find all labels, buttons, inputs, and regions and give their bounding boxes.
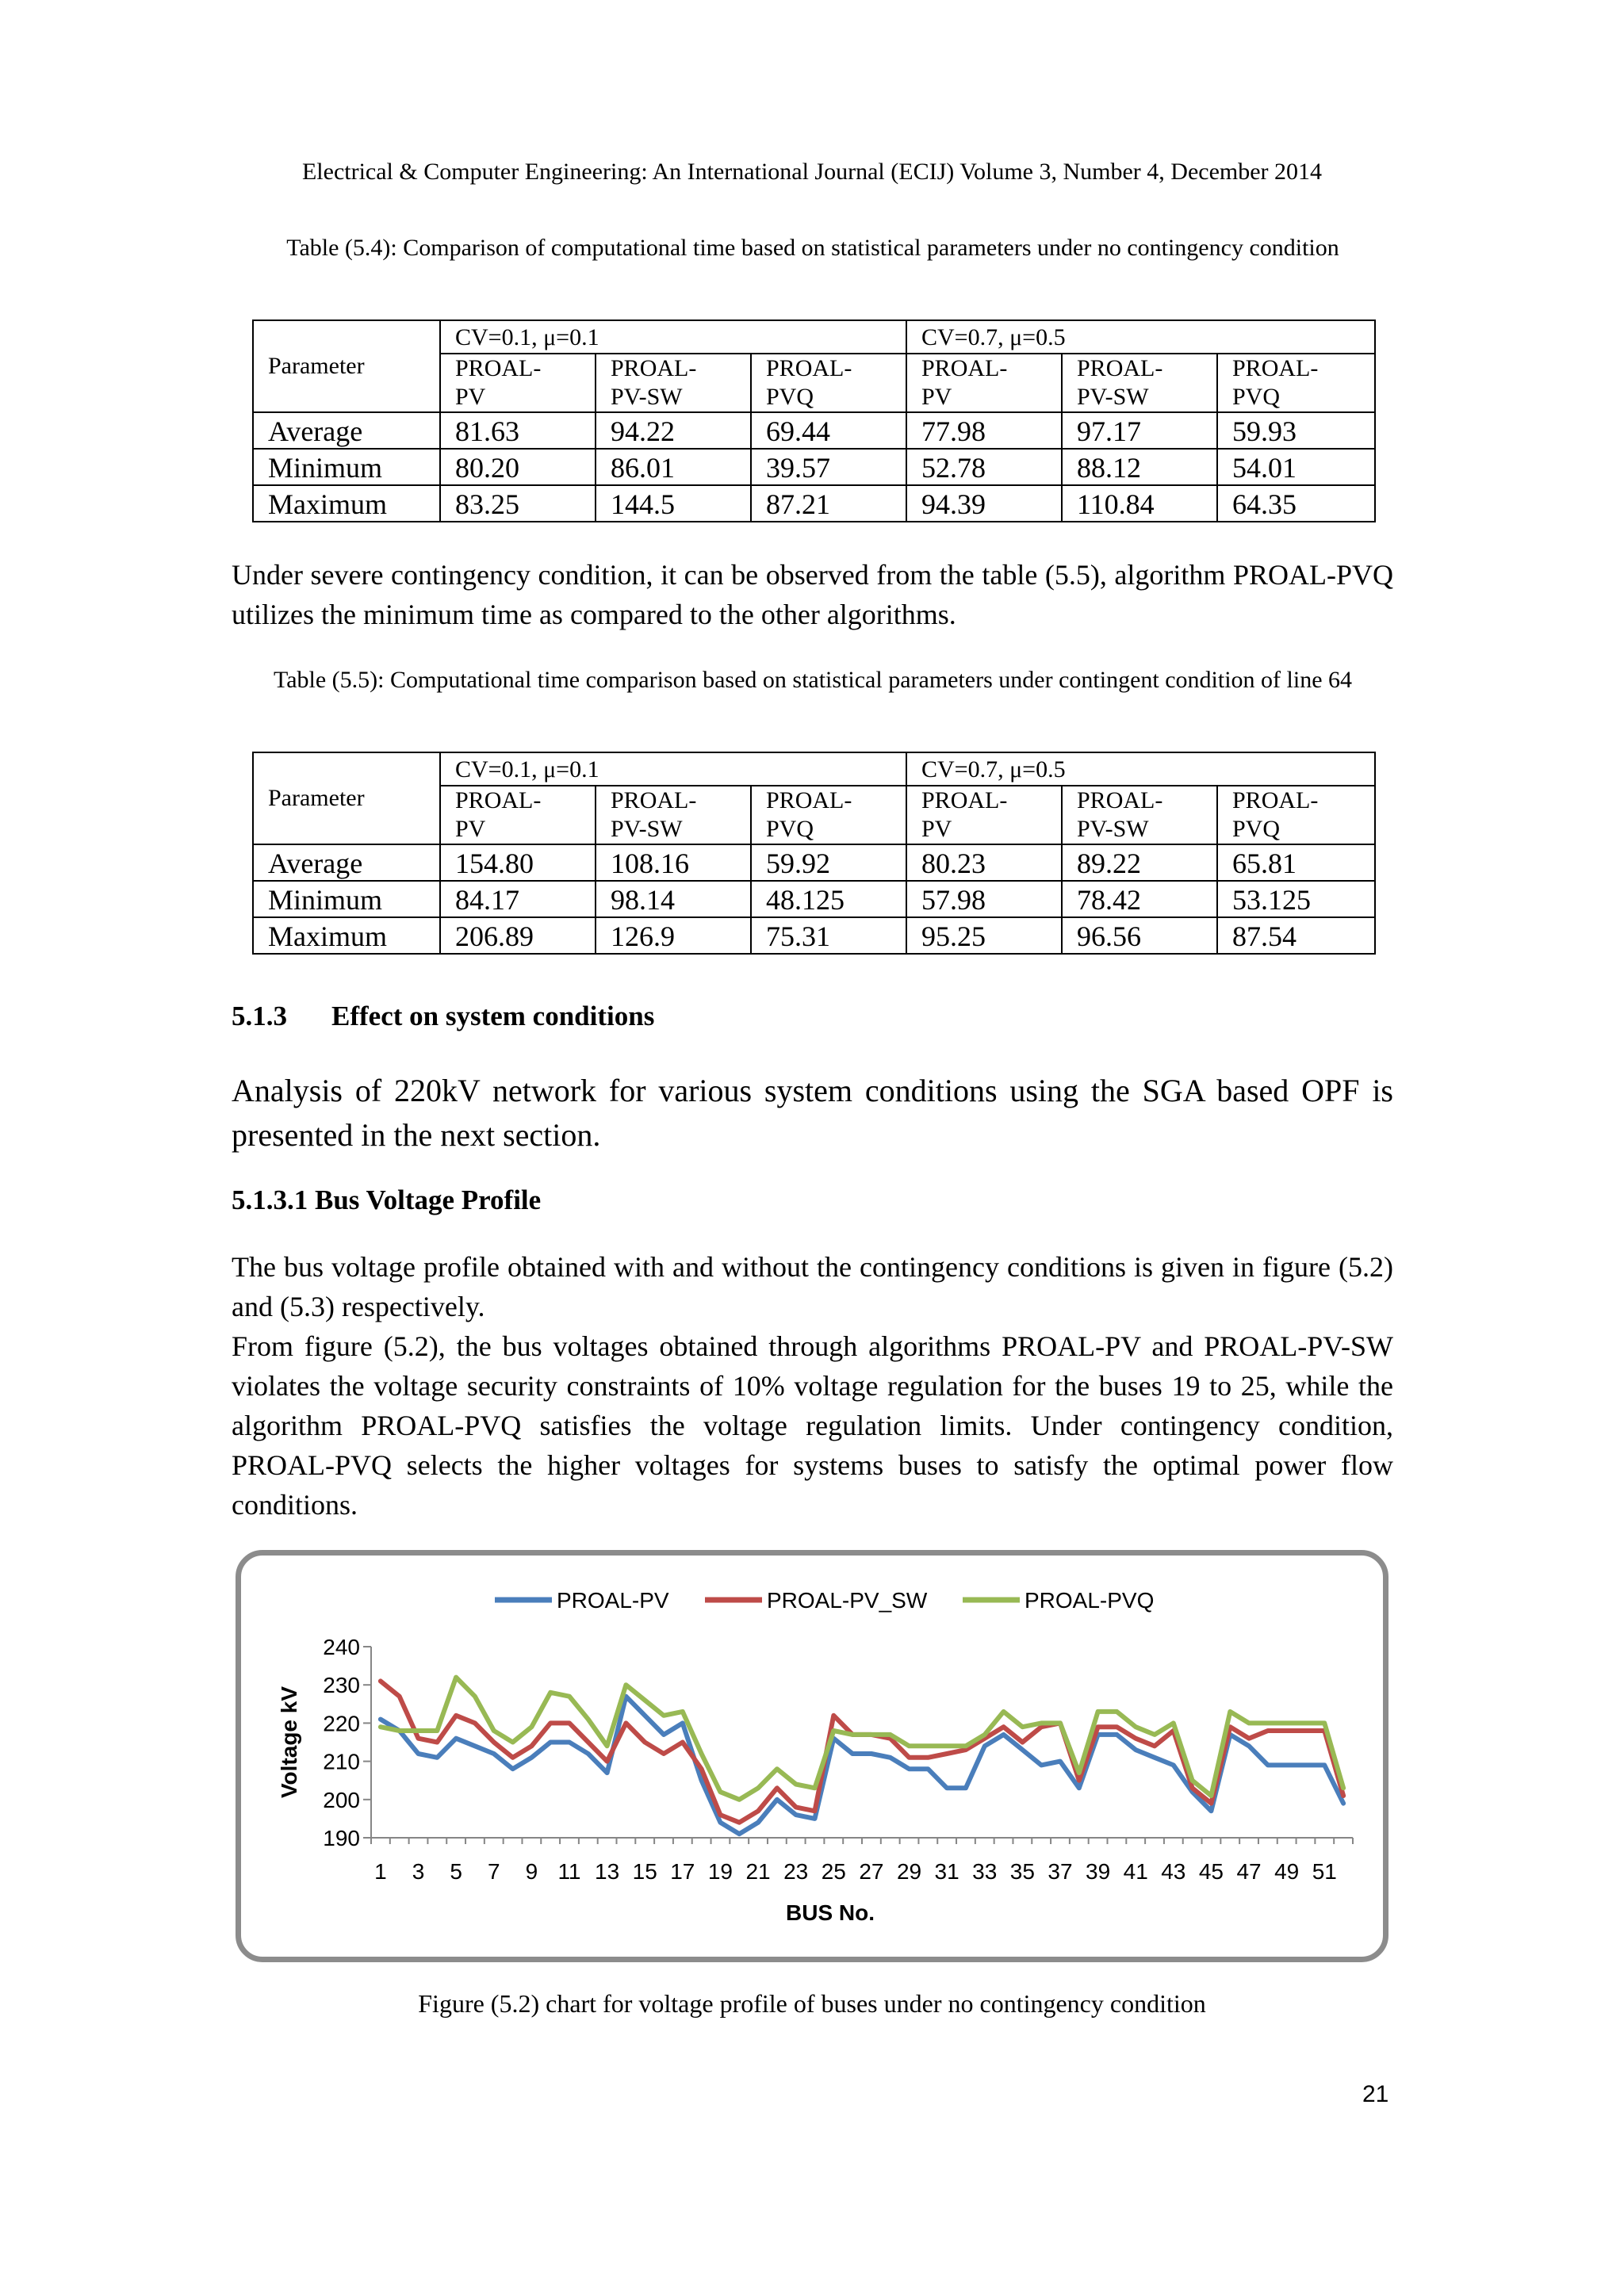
table-column-header: PROAL- PV-SW (596, 786, 751, 844)
table-cell: 59.93 (1217, 412, 1375, 449)
table-cell: 80.23 (906, 844, 1062, 881)
table-cell: 39.57 (751, 449, 906, 485)
paragraph: Under severe contingency condition, it can be observed from the table (5.5), algorithm PROAL-PVQ utilizes the minimum time as compared to the other algorithms. (232, 559, 1393, 630)
table-column-header: PROAL- PV-SW (1062, 354, 1217, 412)
table-column-header: PROAL- PV-SW (596, 354, 751, 412)
table-column-header: PROAL- PV (906, 354, 1062, 412)
table-cell: 87.21 (751, 485, 906, 522)
x-tick-label: 37 (1048, 1859, 1073, 1884)
x-tick-label: 11 (557, 1859, 581, 1884)
section-number: 5.1.3 (232, 1001, 287, 1031)
chart-frame (236, 1550, 1388, 1962)
series-line (381, 1697, 1343, 1835)
table-row-label: Maximum (253, 917, 440, 954)
table-cell: 206.89 (440, 917, 596, 954)
table-column-header: PROAL- PVQ (1217, 354, 1375, 412)
x-tick-label: 39 (1086, 1859, 1111, 1884)
table-column-header: PROAL- PV (906, 786, 1062, 844)
table-cell: 78.42 (1062, 881, 1217, 917)
page-number: 21 (1362, 2081, 1389, 2107)
voltage-profile-chart (241, 1556, 1383, 1957)
legend-label: PROAL-PV_SW (767, 1588, 928, 1613)
table-cell: 53.125 (1217, 881, 1375, 917)
x-tick-label: 45 (1198, 1859, 1224, 1884)
x-tick-label: 35 (1009, 1859, 1035, 1884)
table-cell: 110.84 (1062, 485, 1217, 522)
table-5-4 (252, 320, 1376, 522)
x-tick-label: 31 (934, 1859, 959, 1884)
x-tick-label: 23 (783, 1859, 809, 1884)
table-5-5 (252, 752, 1376, 955)
table-row-label: Maximum (253, 485, 440, 522)
table-cell: 65.81 (1217, 844, 1375, 881)
x-tick-label: 49 (1274, 1859, 1300, 1884)
x-tick-label: 15 (632, 1859, 657, 1884)
table-row (253, 844, 1375, 881)
table-cell: 86.01 (596, 449, 751, 485)
x-tick-label: 47 (1236, 1859, 1262, 1884)
table-cell: 88.12 (1062, 449, 1217, 485)
table-cell: 144.5 (596, 485, 751, 522)
x-axis-title: BUS No. (786, 1900, 875, 1925)
section-title: Effect on system conditions (331, 1001, 655, 1031)
x-tick-label: 43 (1161, 1859, 1186, 1884)
y-tick-label: 210 (323, 1749, 360, 1774)
table-5-5-caption: Table (5.5): Computational time comparison based on statistical parameters under contingent condition of line 64 (273, 667, 1353, 693)
table-cell: 94.22 (596, 412, 751, 449)
y-axis-title: Voltage kV (277, 1686, 301, 1799)
x-tick-label: 33 (972, 1859, 998, 1884)
table-cell: 94.39 (906, 485, 1062, 522)
paragraph: Analysis of 220kV network for various system conditions using the SGA based OPF is presented in the next section. (232, 1073, 1393, 1153)
x-tick-label: 29 (896, 1859, 922, 1884)
x-tick-label: 3 (412, 1859, 425, 1884)
x-tick-label: 51 (1312, 1859, 1337, 1884)
table-cell: 64.35 (1217, 485, 1375, 522)
table-row (253, 917, 1375, 954)
table-row-label: Average (253, 844, 440, 881)
table-column-header: PROAL- PV (440, 354, 596, 412)
subsection-heading: 5.1.3.1 Bus Voltage Profile (232, 1184, 542, 1215)
x-tick-label: 1 (374, 1859, 387, 1884)
table-cell: 108.16 (596, 844, 751, 881)
x-tick-label: 41 (1123, 1859, 1148, 1884)
series-line (381, 1678, 1343, 1800)
table-column-header: PROAL- PVQ (751, 354, 906, 412)
x-tick-label: 19 (707, 1859, 733, 1884)
table-row (253, 485, 1375, 522)
paragraph: The bus voltage profile obtained with and without the contingency conditions is given in figure (5.2) and (5.3) respectively. (232, 1251, 1393, 1322)
table-cell: 98.14 (596, 881, 751, 917)
x-tick-label: 7 (487, 1859, 500, 1884)
x-tick-label: 21 (745, 1859, 771, 1884)
y-tick-label: 230 (323, 1673, 360, 1698)
table-cell: 57.98 (906, 881, 1062, 917)
table-row (253, 412, 1375, 449)
table-cell: 48.125 (751, 881, 906, 917)
table-cell: 89.22 (1062, 844, 1217, 881)
table-row-label: Average (253, 412, 440, 449)
y-tick-label: 220 (323, 1711, 360, 1736)
x-tick-label: 9 (525, 1859, 538, 1884)
table-cell: 80.20 (440, 449, 596, 485)
table-cell: 126.9 (596, 917, 751, 954)
table-cell: 87.54 (1217, 917, 1375, 954)
table-cell: 84.17 (440, 881, 596, 917)
table-row (253, 449, 1375, 485)
table-cell: 75.31 (751, 917, 906, 954)
table-cell: 97.17 (1062, 412, 1217, 449)
x-tick-label: 27 (859, 1859, 884, 1884)
table-row-label: Minimum (253, 449, 440, 485)
table-row (253, 881, 1375, 917)
table-cell: 83.25 (440, 485, 596, 522)
table-cell: 96.56 (1062, 917, 1217, 954)
table-cell: 154.80 (440, 844, 596, 881)
table-cell: 54.01 (1217, 449, 1375, 485)
table-group-header: CV=0.1, μ=0.1 (440, 752, 906, 786)
figure-caption: Figure (5.2) chart for voltage profile of buses under no contingency condition (418, 1989, 1206, 2018)
x-tick-label: 17 (670, 1859, 695, 1884)
table-group-header: CV=0.1, μ=0.1 (440, 320, 906, 354)
x-tick-label: 5 (450, 1859, 462, 1884)
table-column-header: PROAL- PV (440, 786, 596, 844)
table-cell: 77.98 (906, 412, 1062, 449)
table-row-label: Minimum (253, 881, 440, 917)
table-cell: 81.63 (440, 412, 596, 449)
y-tick-label: 240 (323, 1635, 360, 1659)
table-column-header: PROAL- PV-SW (1062, 786, 1217, 844)
table-column-header: PROAL- PVQ (1217, 786, 1375, 844)
table-5-4-caption: Table (5.4): Comparison of computational time based on statistical parameters under no contingency condition (286, 235, 1339, 261)
legend-label: PROAL-PVQ (1025, 1588, 1155, 1613)
section-heading (232, 1001, 654, 1032)
table-param-header: Parameter (253, 320, 440, 412)
x-tick-label: 25 (821, 1859, 846, 1884)
y-tick-label: 190 (323, 1826, 360, 1850)
table-cell: 52.78 (906, 449, 1062, 485)
table-column-header: PROAL- PVQ (751, 786, 906, 844)
journal-header: Electrical & Computer Engineering: An International Journal (ECIJ) Volume 3, Number 4, December 2014 (301, 159, 1323, 185)
legend-label: PROAL-PV (557, 1588, 669, 1613)
table-param-header: Parameter (253, 752, 440, 844)
table-group-header: CV=0.7, μ=0.5 (906, 320, 1375, 354)
table-cell: 59.92 (751, 844, 906, 881)
table-cell: 69.44 (751, 412, 906, 449)
x-tick-label: 13 (595, 1859, 620, 1884)
paragraph: From figure (5.2), the bus voltages obtained through algorithms PROAL-PV and PROAL-PV-SW violates the voltage security constraints of 10% voltage regulation for the buses 19 to 25, while the algorithm PROAL-PVQ satisfies the voltage regulation limits. Under contingency condition, PROAL-PVQ selects the higher voltages for systems buses to satisfy the optimal power flow conditions. (232, 1330, 1393, 1521)
table-group-header: CV=0.7, μ=0.5 (906, 752, 1375, 786)
table-cell: 95.25 (906, 917, 1062, 954)
y-tick-label: 200 (323, 1787, 360, 1812)
